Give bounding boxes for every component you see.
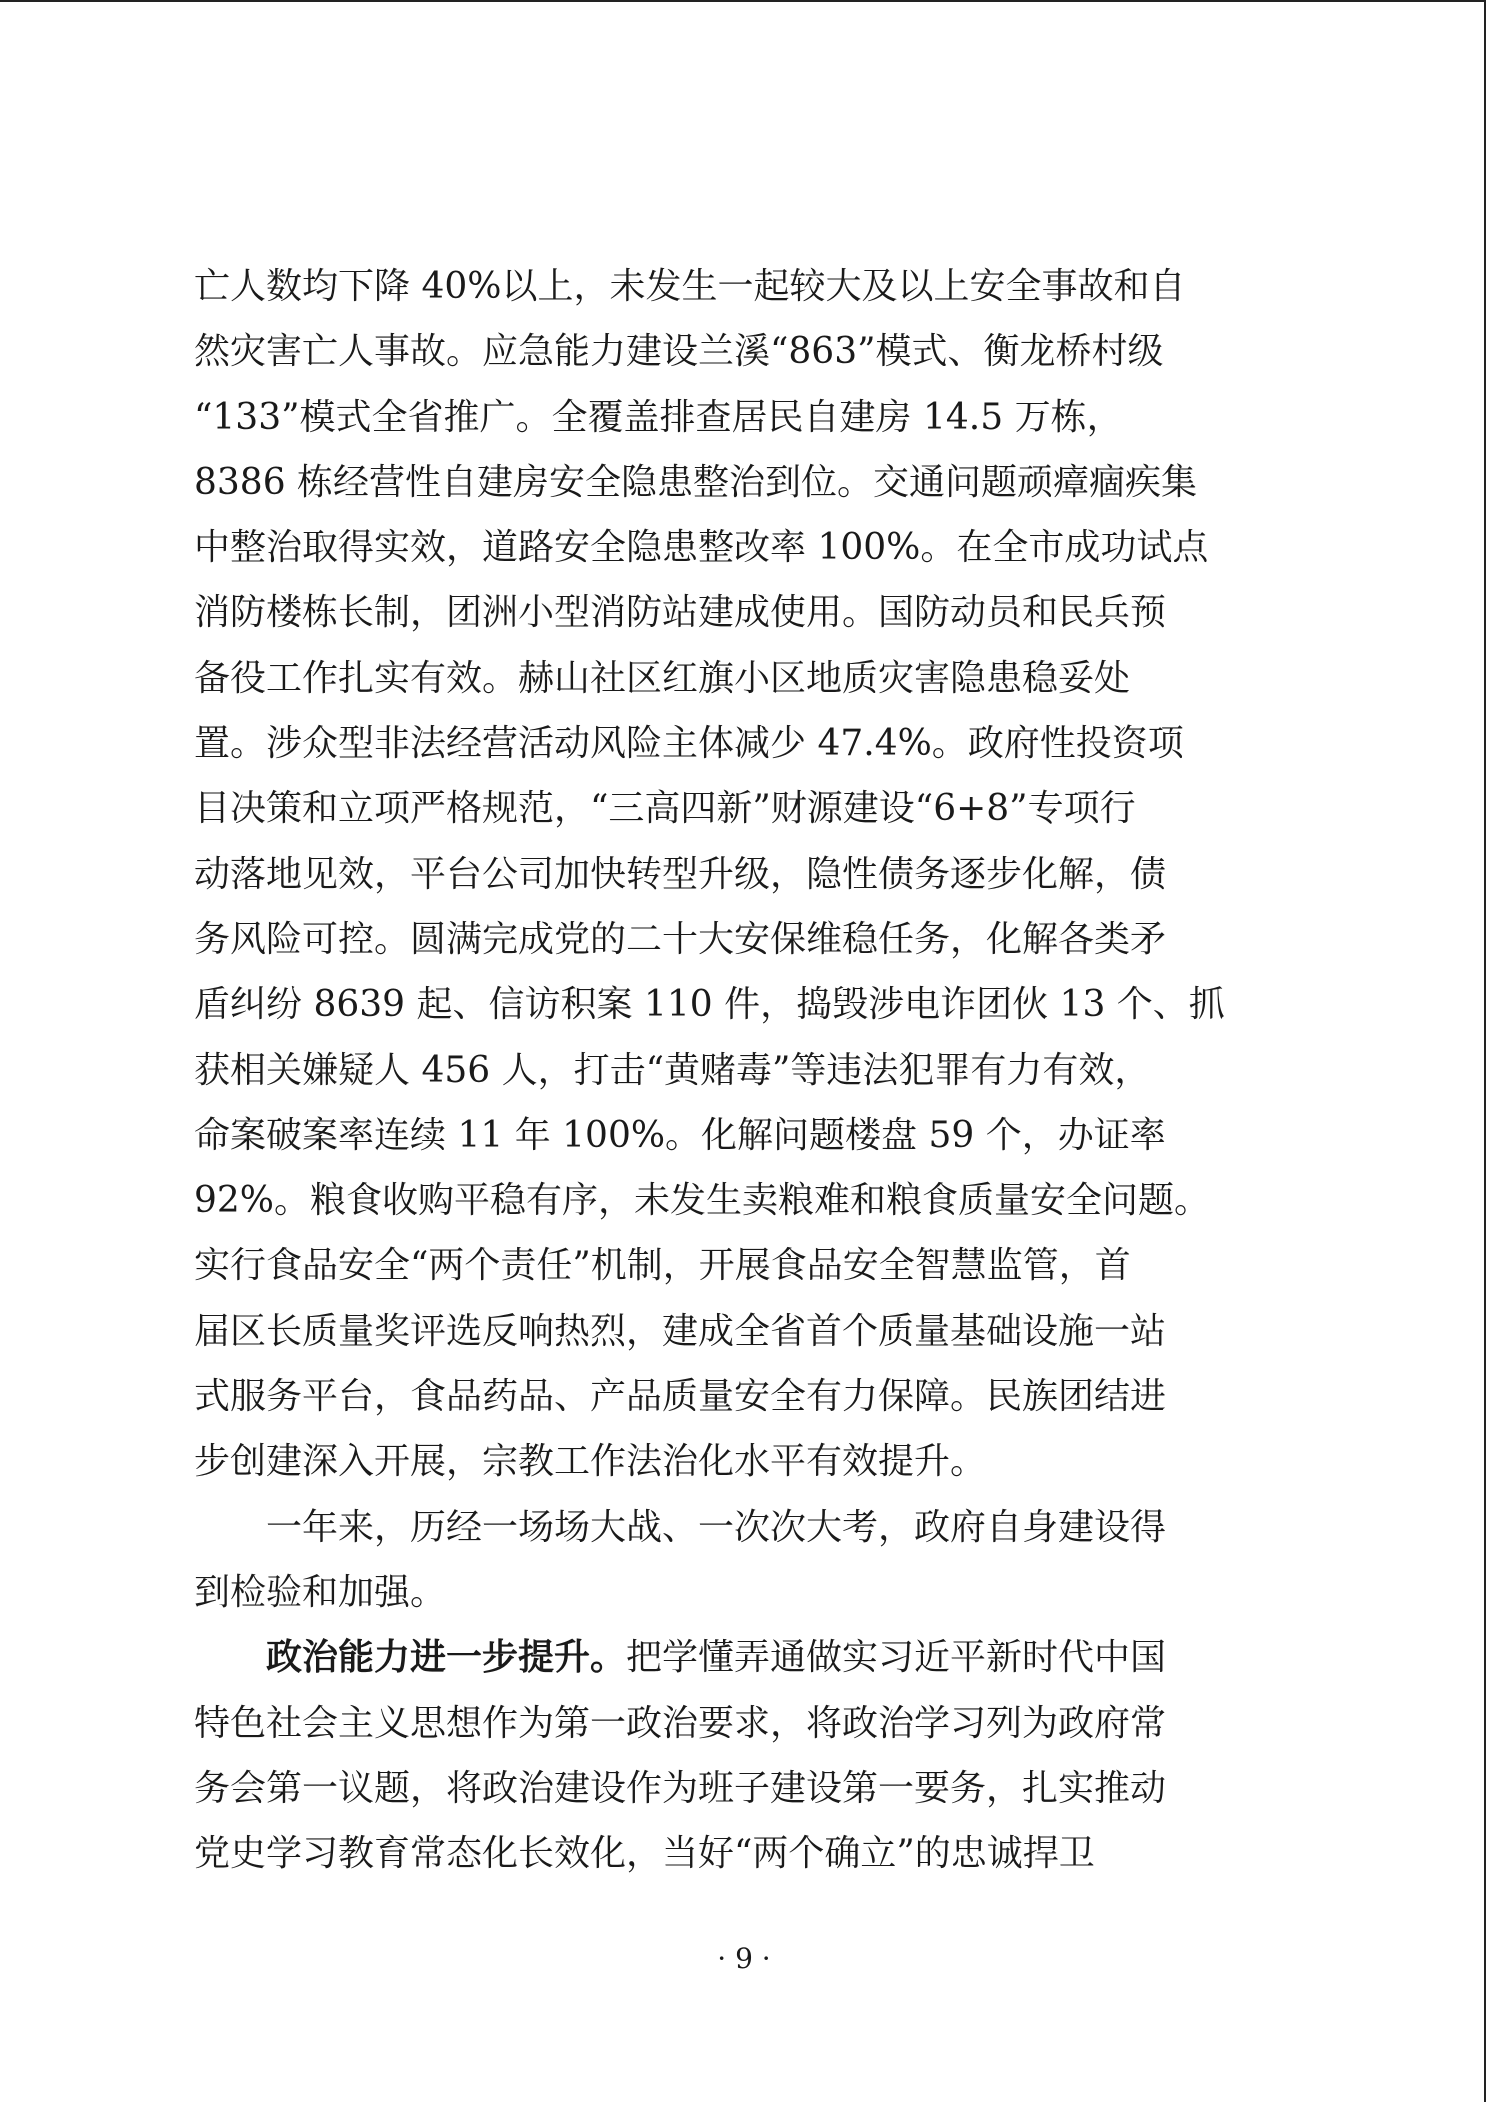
text-line-21: 到检验和加强。 bbox=[194, 1571, 447, 1613]
text-line-14: 命案破案率连续 11 年 100%。化解问题楼盘 59 个，办证率 bbox=[194, 1114, 1166, 1156]
text-line-12: 盾纠纷 8639 起、信访积案 110 件，捣毁涉电诈团伙 13 个、抓 bbox=[194, 984, 1225, 1026]
text-line-22 bbox=[194, 1625, 1294, 1690]
text-line-20: 一年来，历经一场场大战、一次次大考，政府自身建设得 bbox=[194, 1506, 1167, 1548]
text-line-25: 党史学习教育常态化长效化，当好“两个确立”的忠诚捍卫 bbox=[194, 1833, 1095, 1875]
text-line-6: 消防楼栋长制，团洲小型消防站建成使用。国防动员和民兵预 bbox=[194, 592, 1167, 634]
text-line-8: 置。涉众型非法经营活动风险主体减少 47.4%。政府性投资项 bbox=[194, 723, 1184, 765]
text-line-16: 实行食品安全“两个责任”机制，开展食品安全智慧监管，首 bbox=[194, 1245, 1131, 1287]
text-line-4: 8386 栋经营性自建房安全隐患整治到位。交通问题顽瘴痼疾集 bbox=[194, 461, 1198, 503]
text-line-9: 目决策和立项严格规范，“三高四新”财源建设“6+8”专项行 bbox=[194, 788, 1136, 830]
document-body bbox=[194, 254, 1294, 1886]
text-line-15: 92%。粮食收购平稳有序，未发生卖粮难和粮食质量安全问题。 bbox=[194, 1180, 1211, 1222]
text-line-13: 获相关嫌疑人 456 人，打击“黄赌毒”等违法犯罪有力有效， bbox=[194, 1049, 1151, 1091]
section-text: 把学懂弄通做实习近平新时代中国 bbox=[626, 1637, 1167, 1679]
text-line-1: 亡人数均下降 40%以上，未发生一起较大及以上安全事故和自 bbox=[194, 266, 1186, 307]
page-number: · 9 · bbox=[717, 1942, 771, 1975]
text-line-24: 务会第一议题，将政治建设作为班子建设第一要务，扎实推动 bbox=[194, 1767, 1167, 1809]
text-line-2: 然灾害亡人事故。应急能力建设兰溪“863”模式、衡龙桥村级 bbox=[194, 331, 1164, 373]
text-line-3: “133”模式全省推广。全覆盖排查居民自建房 14.5 万栋， bbox=[194, 396, 1123, 438]
text-line-23: 特色社会主义思想作为第一政治要求，将政治学习列为政府常 bbox=[194, 1702, 1167, 1744]
text-line-19: 步创建深入开展，宗教工作法治化水平有效提升。 bbox=[194, 1441, 987, 1483]
text-line-17: 届区长质量奖评选反响热烈，建成全省首个质量基础设施一站 bbox=[194, 1310, 1167, 1352]
text-line-11: 务风险可控。圆满完成党的二十大安保维稳任务，化解各类矛 bbox=[194, 918, 1167, 960]
text-line-7: 备役工作扎实有效。赫山社区红旗小区地质灾害隐患稳妥处 bbox=[194, 657, 1131, 699]
text-line-10: 动落地见效，平台公司加快转型升级，隐性债务逐步化解，债 bbox=[194, 853, 1167, 895]
text-line-18: 式服务平台，食品药品、产品质量安全有力保障。民族团结进 bbox=[194, 1376, 1167, 1418]
text-line-5: 中整治取得实效，道路安全隐患整改率 100%。在全市成功试点 bbox=[194, 527, 1209, 569]
section-heading: 政治能力进一步提升。 bbox=[194, 1636, 627, 1679]
